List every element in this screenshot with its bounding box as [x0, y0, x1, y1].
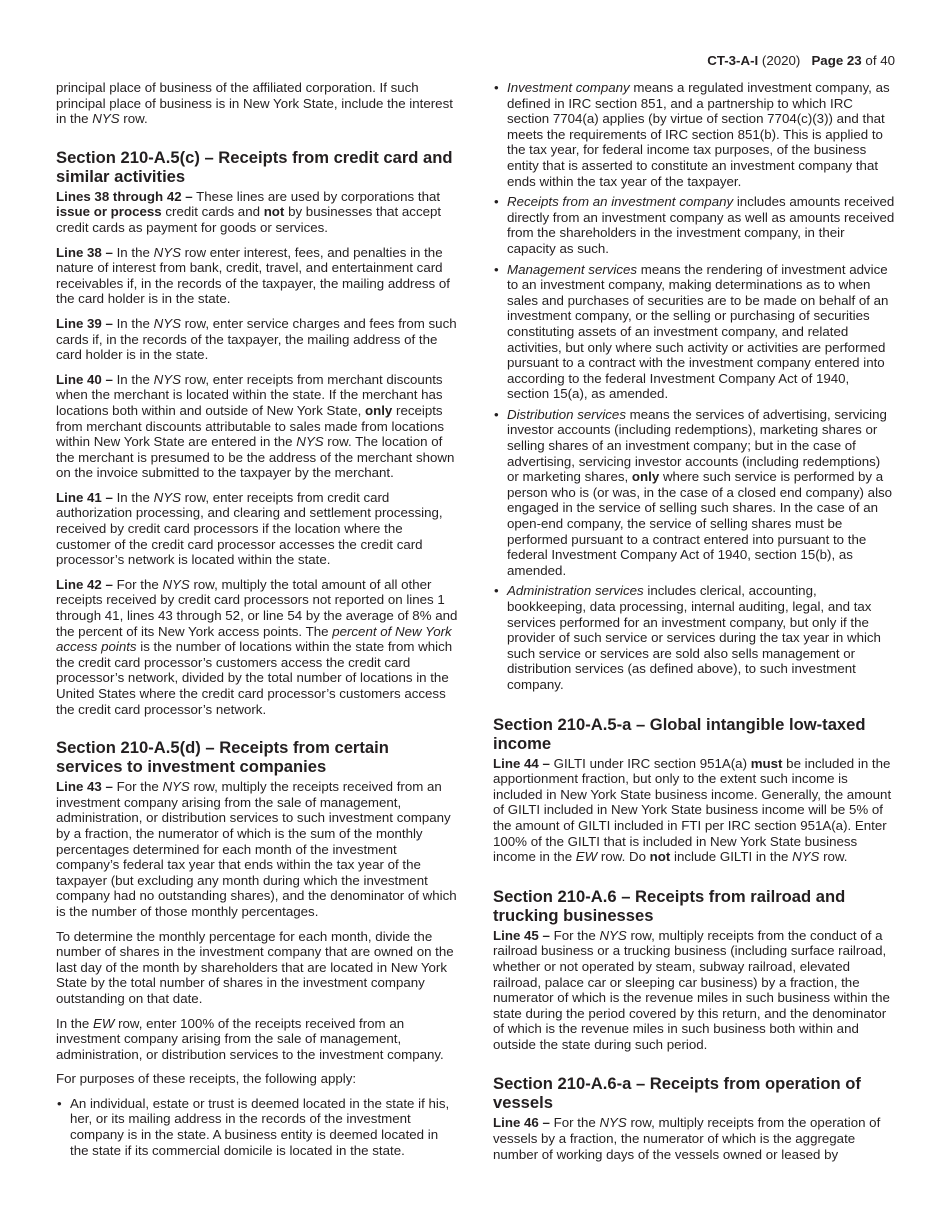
- paragraph-line-45: Line 45 – For the NYS row, multiply receipts from the conduct of a railroad business or a trucking business (including surface railroad, whether or not operated by steam, subway railroad, elevated railroad, palace car or sleeping car business) by a fraction, the numerator of which is the revenue miles in such business within the state during the period covered by this return, and the denominator of which is the revenue miles in such business both within and outside the state during such period.: [493, 927, 890, 1052]
- paragraph-line-44: Line 44 – GILTI under IRC section 951A(a) must be included in the apportionment fraction, but only to the extent such income is included in New York State business income. Generally, the amount of GILTI included in New York State business income will be 5% of the amount of GILTI included in FTI per IRC section 951A(a). Enter 100% of the GILTI that is included in New York State business income in the EW row. Do not include GILTI in the NYS row.: [493, 755, 892, 865]
- section-heading-vessels: Section 210-A.6-a – Receipts from operation of vessels: [493, 1074, 861, 1113]
- paragraph-line-38: Line 38 – In the NYS row enter interest, fees, and penalties in the nature of interest from bank, credit, travel, and entertainment card receivables if, in the records of the taxpayer, the mailing address of the card holder is in the state.: [56, 244, 450, 307]
- left-column: [56, 80, 458, 1163]
- paragraph-line-42: Line 42 – For the NYS row, multiply the total amount of all other receipts received by credit card processors not reported on lines 1 through 41, lines 43 through 52, or line 54 by the average of 8% and the percent of its New York access points. The percent of New York access points is the number of locations within the state from which the credit card processor’s customers access the credit card processor’s network, divided by the total number of locations in the United States where the credit card processor’s customers access the credit card processor’s network.: [56, 576, 458, 717]
- bullet-item: • Receipts from an investment company includes amounts received directly from an investment company as well as amounts received from the shareholders in the investment company, in their capacity as such.: [493, 194, 895, 256]
- bullet-item: • Distribution services means the services of advertising, servicing investor accounts (including redemptions), marketing shares or selling shares of an investment company; but in the case of advertising, servicing investor accounts (including redemptions) or marketing shares, only where such service is performed by a person who is (or was, in the case of a closed end company) also engaged in the service of selling such shares. In the case of an open-end company, the service of selling shares must be performed pursuant to a contract entered into pursuant to the federal Investment Company Act of 1940, section 15(b), as amended.: [493, 407, 895, 579]
- section-heading-gilti: Section 210-A.5-a – Global intangible low-taxed income: [493, 714, 866, 753]
- paragraph-ew-row: In the EW row, enter 100% of the receipts received from an investment company arising from the sale of management, administration, or distribution services to the investment company.: [56, 1015, 444, 1062]
- bullet-item: • Investment company means a regulated investment company, as defined in IRC section 851, and a partnership to which IRC section 7704(a) applies (by virtue of section 7704(c)(3)) and that meets the requirements of IRC section 851(b). This is applied to the tax year, for federal income tax purposes, of the business entity that is asserted to constitute an investment company that ends within the tax year of the taxpayer.: [493, 80, 895, 189]
- paragraph-line-46: Line 46 – For the NYS row, multiply receipts from the operation of vessels by a fraction, the numerator of which is the aggregate number of working days of the vessels owned or leased by: [493, 1115, 881, 1162]
- right-column: [493, 80, 895, 1171]
- paragraph-line-40: Line 40 – In the NYS row, enter receipts from merchant discounts when the merchant is located within the state. If the merchant has locations both within and outside of New York State, only receipts from merchant discounts attributable to sales made from locations within New York State are entered in the NYS row. The location of the merchant is presumed to be the address of the merchant shown on the invoice submitted to the taxpayer by the merchant.: [56, 371, 455, 481]
- bullet-list-left: [56, 1096, 458, 1158]
- page-header: [707, 53, 895, 69]
- page-total: of 40: [865, 53, 895, 68]
- section-heading-investment-companies: Section 210-A.5(d) – Receipts from certain services to investment companies: [56, 738, 389, 777]
- section-heading-credit-card: Section 210-A.5(c) – Receipts from credit card and similar activities: [56, 147, 453, 186]
- page-number: Page 23: [811, 53, 862, 68]
- bullet-item: • Management services means the rendering of investment advice to an investment company, making determinations as to when sales and purchases of securities are to be made on behalf of an investment company, or the selling or purchasing of securities constituting assets of an investment company, and related activities, but only where such activity or activities are performed pursuant to a contract with the investment company entered into according to the federal Investment Company Act of 1940, section 15(a), as amended.: [493, 262, 895, 402]
- bullet-item: • An individual, estate or trust is deemed located in the state if his, her, or its mailing address in the records of the investment company is in the state. A business entity is deemed located in the state if its commercial domicile is located in the state.: [56, 1096, 458, 1158]
- paragraph-purposes: For purposes of these receipts, the following apply:: [56, 1071, 357, 1087]
- form-year: (2020): [761, 53, 801, 68]
- form-number: CT-3-A-I: [707, 53, 759, 68]
- section-heading-railroad: Section 210-A.6 – Receipts from railroad and trucking businesses: [493, 886, 846, 925]
- paragraph-line-39: Line 39 – In the NYS row, enter service charges and fees from such cards if, in the records of the taxpayer, the mailing address of the card holder is in the state.: [56, 315, 457, 363]
- bullet-list-right: [493, 80, 895, 693]
- bullet-item: • Administration services includes clerical, accounting, bookkeeping, data processing, internal auditing, legal, and tax services performed for an investment company, but only if the provider of such service or services during the tax year in which such service or services are sold also sells management or distribution services (as defined above), to such investment company.: [493, 583, 895, 692]
- intro-paragraph: principal place of business of the affiliated corporation. If such principal place of business is in New York State, include the interest in the NYS row.: [56, 80, 453, 127]
- paragraph-line-41: Line 41 – In the NYS row, enter receipts from credit card authorization processing, and clearing and settlement processing, received by credit card processors if the location where the customer of the credit card processor accesses the credit card processor’s network is located within the state.: [56, 489, 443, 568]
- paragraph-line-43: Line 43 – For the NYS row, multiply the receipts received from an investment company arising from the sale of management, administration, or distribution services to such investment company by a fraction, the numerator of which is the sum of the monthly percentages determined for each month of the investment company’s federal tax year that ends within the tax year of the taxpayer (but excluding any month during which the investment company had no outstanding shares), and the denominator of which is the number of those monthly percentages.: [56, 779, 457, 919]
- paragraph-monthly-percentage: To determine the monthly percentage for each month, divide the number of shares in the investment company that are owned on the last day of the month by shareholders that are located in New York State by the total number of shares in the investment company outstanding on that date.: [56, 928, 454, 1006]
- paragraph-lines-38-42: Lines 38 through 42 – These lines are used by corporations that issue or process credit cards and not by businesses that accept credit cards as payment for goods or services.: [56, 188, 442, 235]
